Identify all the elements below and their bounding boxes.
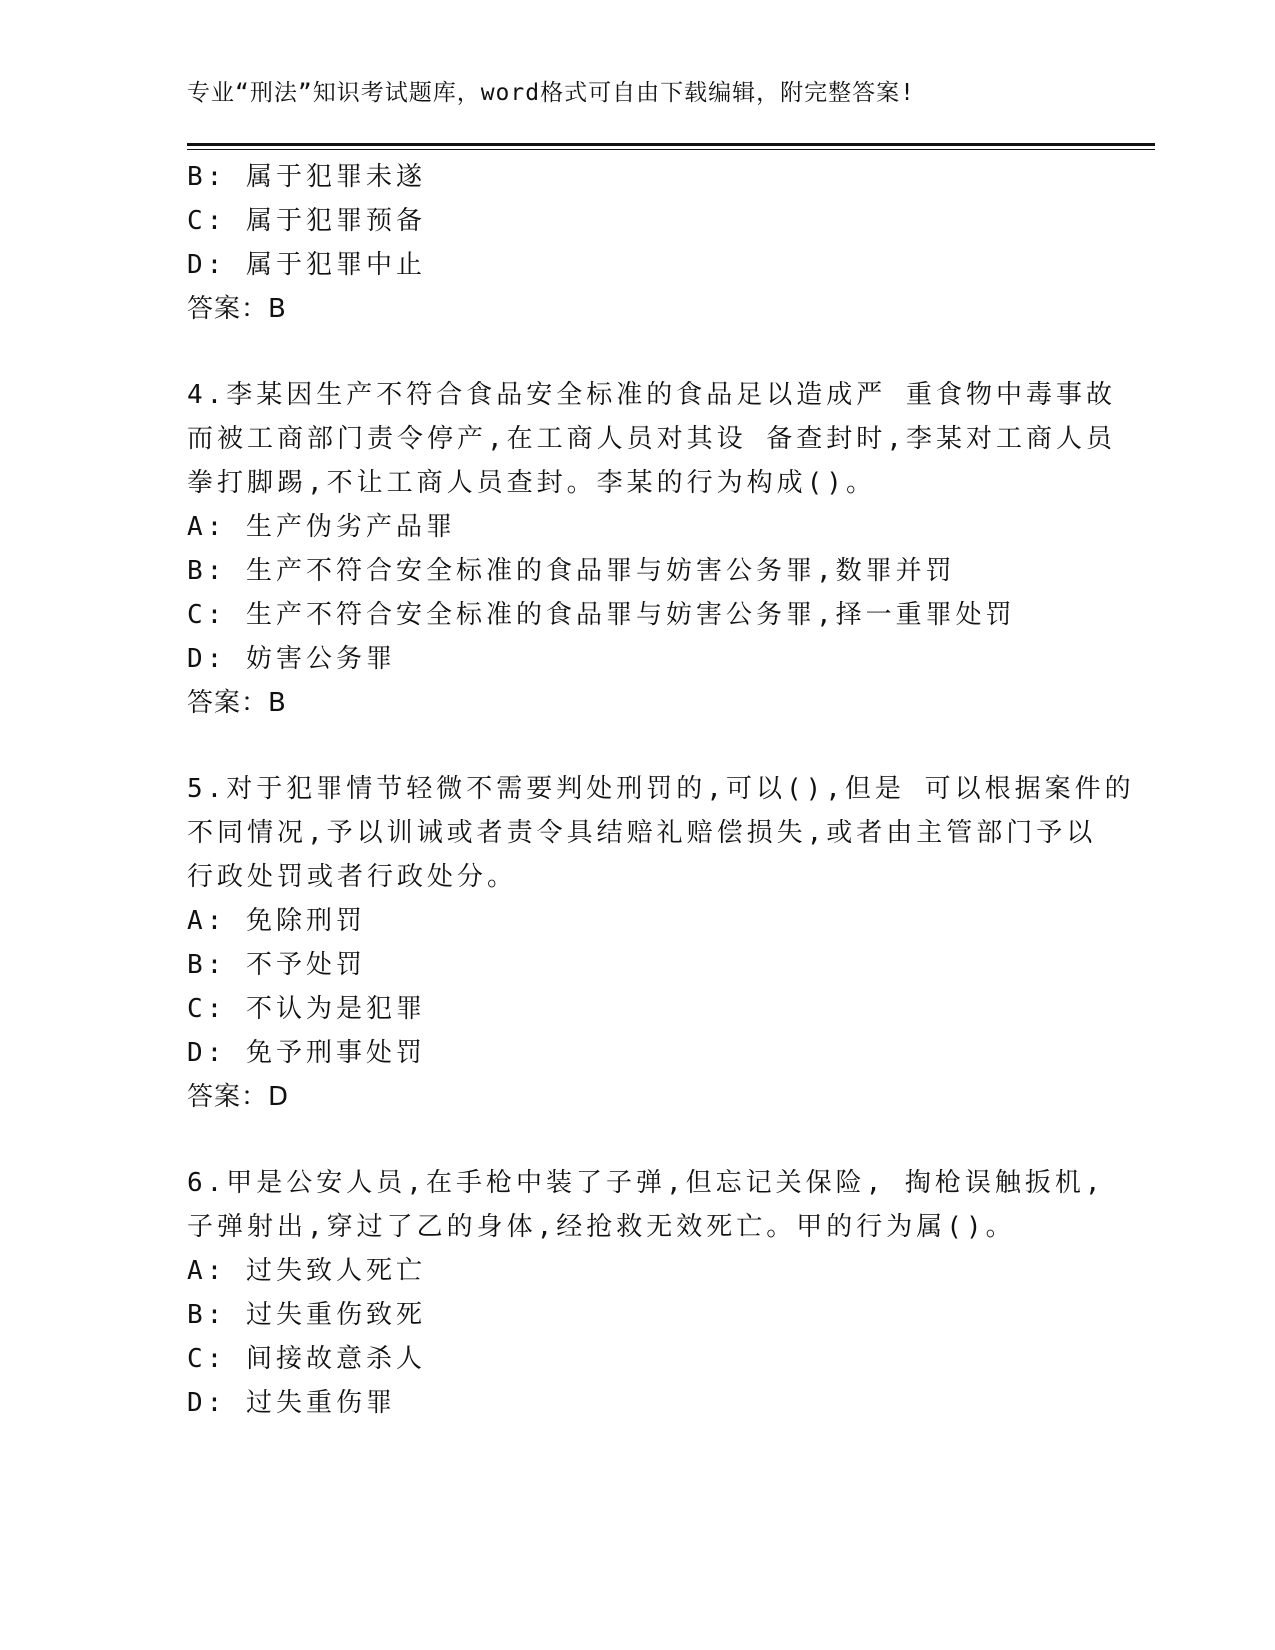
option-b: B: 不予处罚	[187, 950, 366, 980]
option-b: B: 生产不符合安全标准的食品罪与妨害公务罪,数罪并罚	[187, 556, 956, 586]
option-d: D: 属于犯罪中止	[187, 250, 426, 280]
header-divider	[187, 143, 1155, 150]
question-stem-line: 而被工商部门责令停产,在工商人员对其设 备查封时,李某对工商人员	[187, 424, 1116, 454]
option-c: C: 生产不符合安全标准的食品罪与妨害公务罪,择一重罪处罚	[187, 600, 1016, 630]
option-c: C: 属于犯罪预备	[187, 206, 426, 236]
page-header: 专业“刑法”知识考试题库，word格式可自由下载编辑，附完整答案!	[187, 80, 915, 106]
option-c: C: 间接故意杀人	[187, 1344, 426, 1374]
option-c: C: 不认为是犯罪	[187, 994, 426, 1024]
question-stem-line: 拳打脚踢,不让工商人员查封。李某的行为构成()。	[187, 468, 876, 498]
question-stem-line: 不同情况,予以训诫或者责令具结赔礼赔偿损失,或者由主管部门予以	[187, 818, 1097, 848]
question-stem-line: 4.李某因生产不符合食品安全标准的食品足以造成严 重食物中毒事故	[187, 380, 1116, 410]
question-stem-line: 6.甲是公安人员,在手枪中装了子弹,但忘记关保险, 掏枪误触扳机,	[187, 1168, 1105, 1198]
option-a: A: 过失致人死亡	[187, 1256, 426, 1286]
option-d: D: 免予刑事处罚	[187, 1038, 426, 1068]
question-stem-line: 子弹射出,穿过了乙的身体,经抢救无效死亡。甲的行为属()。	[187, 1212, 1016, 1242]
option-d: D: 妨害公务罪	[187, 644, 396, 674]
option-a: A: 免除刑罚	[187, 906, 366, 936]
answer-line: 答案：B	[187, 294, 287, 324]
option-d: D: 过失重伤罪	[187, 1388, 396, 1418]
option-a: A: 生产伪劣产品罪	[187, 512, 456, 542]
question-stem-line: 行政处罚或者行政处分。	[187, 862, 518, 892]
option-b: B: 属于犯罪未遂	[187, 162, 426, 192]
question-stem-line: 5.对于犯罪情节轻微不需要判处刑罚的,可以(),但是 可以根据案件的	[187, 774, 1135, 804]
answer-line: 答案：B	[187, 688, 287, 718]
answer-line: 答案：D	[187, 1082, 290, 1112]
option-b: B: 过失重伤致死	[187, 1300, 426, 1330]
